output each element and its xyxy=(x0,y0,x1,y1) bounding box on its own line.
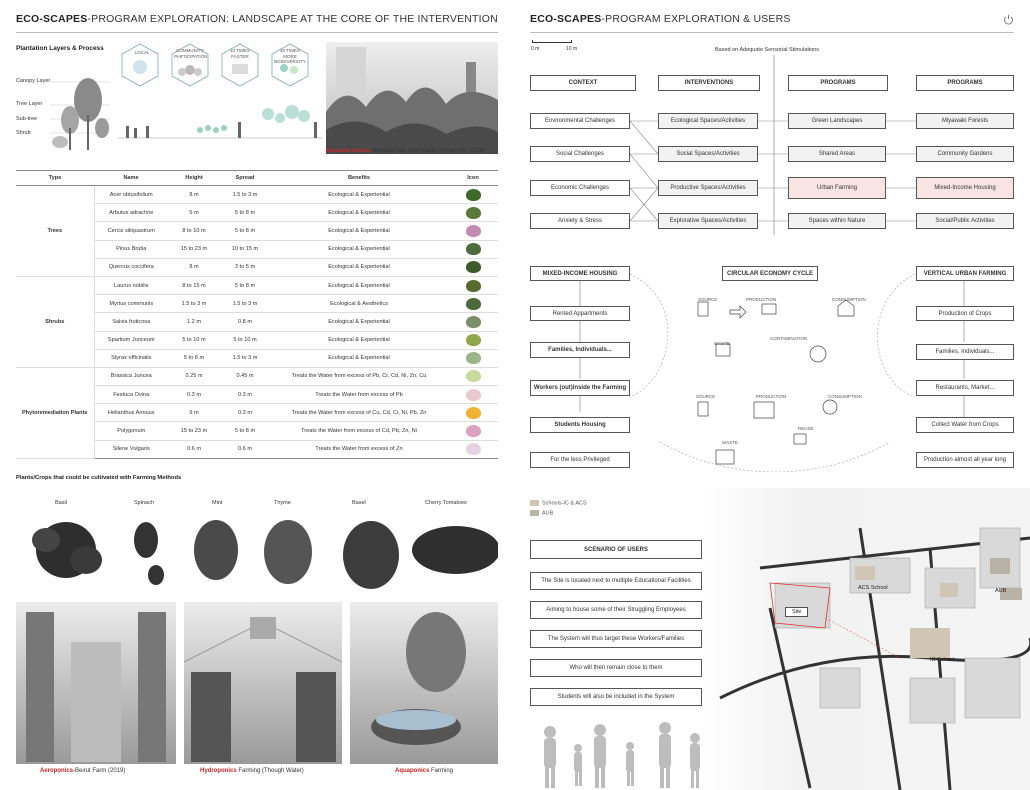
mixed-rented: Rented Appartments xyxy=(530,306,630,321)
table-cell: Styrax officinalis xyxy=(94,349,168,367)
polygonum-icon xyxy=(466,425,481,437)
cycle-source-1: SOURCE xyxy=(698,297,718,302)
myrtle-icon xyxy=(466,298,481,310)
table-cell: 1.5 to 3 m xyxy=(220,186,270,204)
process-label-biodiversity: 30 TIMES MORE BIODIVERSITY xyxy=(274,48,306,65)
left-page-title: ECO-SCAPES-PROGRAM EXPLORATION: LANDSCAPE AT THE CORE OF THE INTERVENTION xyxy=(16,13,498,25)
farming-label-aquaponics: Aquaponics Farming xyxy=(395,768,454,774)
table-cell: Ecological & Experiential xyxy=(270,240,448,258)
table-cell: Phytoremediation Plants xyxy=(16,367,94,458)
table-cell: Salvia fruticosa xyxy=(94,313,168,331)
table-cell: Ecological & Experiential xyxy=(270,349,448,367)
program-social-public: Social/Public Activities xyxy=(916,213,1014,229)
vertical-families: Families, Individuals... xyxy=(916,344,1014,360)
layer-tree: Tree Layer xyxy=(16,101,43,107)
scale-bar xyxy=(532,40,572,43)
table-cell: 5 to 8 m xyxy=(220,222,270,240)
table-cell: 5 to 10 m xyxy=(220,331,270,349)
table-cell: 5 to 8 m xyxy=(168,349,220,367)
tree-icon xyxy=(466,207,481,219)
table-cell: Ecological & Aesthetics xyxy=(270,295,448,313)
right-page-title: ECO-SCAPES-PROGRAM EXPLORATION & USERS xyxy=(530,13,791,25)
table-cell: 1.5 to 3 m xyxy=(220,349,270,367)
cycle-waste-1: WASTE xyxy=(714,341,730,346)
table-row xyxy=(16,367,498,385)
col-type: Type xyxy=(16,171,94,186)
table-cell: 5 to 8 m xyxy=(220,276,270,294)
crop-label-basel: Basel xyxy=(352,500,366,506)
table-cell: Ecological & Experiential xyxy=(270,276,448,294)
scenario-item: Who will then remain close to them xyxy=(530,659,702,677)
layer-trees-illustration xyxy=(50,60,110,155)
layer-canopy: Canopy Layer xyxy=(16,78,51,84)
table-cell: 8 to 10 m xyxy=(168,222,220,240)
site-map xyxy=(700,488,1030,790)
table-cell: 10 to 15 m xyxy=(220,240,270,258)
table-cell: 8 to 15 m xyxy=(168,276,220,294)
styrax-icon xyxy=(466,352,481,364)
table-cell: 8 m xyxy=(168,186,220,204)
table-cell: 0.3 m xyxy=(220,386,270,404)
miyawaki-caption: Miyawaki forests planted by the Other Dada, Beirut (Leb., 2019) xyxy=(326,148,485,154)
col-benefits: Benefits xyxy=(270,171,448,186)
crop-label-thyme: Thyme xyxy=(274,500,291,506)
farming-label-aeroponics: Aeroponics-Beirut Farm (2019) xyxy=(40,768,126,774)
layer-subtree: Sub-tree xyxy=(16,116,38,122)
table-cell: 0.6 m xyxy=(168,440,220,458)
col-icon: Icon xyxy=(448,171,498,186)
cycle-consumption-1: CONSUMPTION xyxy=(832,297,866,302)
table-cell: Ecological & Experiential xyxy=(270,204,448,222)
map-label-aub: AUB xyxy=(995,588,1007,594)
vertical-collect-water: Collect Water from Crops xyxy=(916,417,1014,433)
vertical-restaurants: Restaurants, Market... xyxy=(916,380,1014,396)
table-cell: 15 to 23 m xyxy=(168,422,220,440)
col-programs-2: PROGRAMS xyxy=(916,75,1014,91)
table-cell: 9 m xyxy=(168,404,220,422)
cycle-contamination: CONTAMINATION xyxy=(770,336,808,341)
vertical-production: Production of Crops xyxy=(916,306,1014,321)
scenario-item: Students will also be included in the System xyxy=(530,688,702,706)
crop-label-mint: Mint xyxy=(212,500,223,506)
program-community-gardens: Community Gardens xyxy=(916,146,1014,162)
table-cell: Treats the Water from excess of Pb xyxy=(270,386,448,404)
map-label-acs: ACS School xyxy=(858,585,888,591)
mixed-workers: Workers (out)inside the Farming xyxy=(530,380,630,396)
program-miyawaki: Miyawaki Forests xyxy=(916,113,1014,129)
table-cell: Treats the Water from excess of Cu, Cd, Cr, Ni, Pb, Zn xyxy=(270,404,448,422)
sage-icon xyxy=(466,316,481,328)
col-programs-1: PROGRAMS xyxy=(788,75,888,91)
scenario-item: The Site is located next to multiple Educational Facilities xyxy=(530,572,702,590)
table-cell: Arbutus adrachne xyxy=(94,204,168,222)
mixed-families: Families, Individuals... xyxy=(530,342,630,358)
table-cell: Helianthus Annuus xyxy=(94,404,168,422)
scenario-item: The System will thus target these Workers/Families xyxy=(530,630,702,648)
table-cell: 3 to 5 m xyxy=(220,258,270,276)
table-cell: Acer obtusifolium xyxy=(94,186,168,204)
intervention-productive: Productive Spaces/Activities xyxy=(658,180,758,196)
power-icon[interactable] xyxy=(1003,12,1014,23)
program-mixed-income: Mixed-Income Housing xyxy=(916,177,1014,199)
process-label-community: COMMUNITY PARTICIPATION xyxy=(174,48,208,59)
col-name: Name xyxy=(94,171,168,186)
mixed-less-privileged: For the less Privileged xyxy=(530,452,630,468)
col-context: CONTEXT xyxy=(530,75,636,91)
table-cell: 5 to 8 m xyxy=(220,204,270,222)
program-urban-farming: Urban Farming xyxy=(788,177,886,199)
laurel-icon xyxy=(466,280,481,292)
context-anxiety: Anxiety & Stress xyxy=(530,213,630,229)
table-cell: 8 m xyxy=(168,258,220,276)
silene-icon xyxy=(466,443,481,455)
table-cell: 5 to 10 m xyxy=(168,331,220,349)
table-cell: Spartium Junceum xyxy=(94,331,168,349)
cycle-waste-2: WASTE xyxy=(722,440,738,445)
crop-label-spinach: Spinach xyxy=(134,500,154,506)
process-growth-illustration xyxy=(118,100,323,155)
context-environmental: Environmental Challenges xyxy=(530,113,630,129)
table-header-row xyxy=(16,171,498,186)
table-cell: Ecological & Experiential xyxy=(270,186,448,204)
circular-heading: CIRCULAR ECONOMY CYCLE xyxy=(722,266,818,281)
intervention-explorative: Explorative Spaces/Activities xyxy=(658,213,758,229)
table-cell: Pinus Brutia xyxy=(94,240,168,258)
table-cell: Shrubs xyxy=(16,276,94,367)
plant-table xyxy=(16,170,498,459)
miyawaki-photo xyxy=(326,42,498,154)
table-cell: Ecological & Experiential xyxy=(270,331,448,349)
table-cell: Ecological & Experiential xyxy=(270,258,448,276)
table-cell: 1.5 to 3 m xyxy=(168,295,220,313)
crops-illustration xyxy=(16,510,498,600)
table-cell: Festuca Ovina xyxy=(94,386,168,404)
program-green-landscapes: Green Landscapes xyxy=(788,113,886,129)
table-cell: 0.45 m xyxy=(220,367,270,385)
redbud-icon xyxy=(466,225,481,237)
table-cell: 0.8 m xyxy=(220,313,270,331)
broom-icon xyxy=(466,334,481,346)
table-cell: Silene Vulgaris xyxy=(94,440,168,458)
intervention-ecological: Ecological Spaces/Activities xyxy=(658,113,758,129)
vertical-year-long: Production almost all year long xyxy=(916,452,1014,468)
col-height: Height xyxy=(168,171,220,186)
table-cell: 0.3 m xyxy=(168,386,220,404)
layer-shrub: Shrub xyxy=(16,130,31,136)
table-cell: 5 m xyxy=(168,204,220,222)
intervention-social: Social Spaces/Activities xyxy=(658,146,758,162)
col-spread: Spread xyxy=(220,171,270,186)
table-cell: 1.5 to 3 m xyxy=(220,295,270,313)
table-cell: Trees xyxy=(16,186,94,277)
table-cell: Ecological & Experiential xyxy=(270,313,448,331)
table-cell: Treats the Water from excess of Pb, Cr, Cd, Ni, Zn, Cu xyxy=(270,367,448,385)
legend-aub: AUB xyxy=(530,510,553,516)
scenario-heading: SCENARIO OF USERS xyxy=(530,540,702,559)
mixed-students: Students Housing xyxy=(530,417,630,433)
cycle-connectors xyxy=(530,262,1014,472)
farming-label-hydroponics: Hydroponics Farming (Though Water) xyxy=(200,768,304,774)
process-label-local: LOCAL xyxy=(134,50,150,55)
pine-icon xyxy=(466,243,481,255)
scale-label-10: 10 m xyxy=(566,46,578,52)
table-row xyxy=(16,186,498,204)
mixed-income-heading: MIXED-INCOME HOUSING xyxy=(530,266,630,281)
oak-icon xyxy=(466,261,481,273)
cycle-reuse: REUSE xyxy=(798,426,814,431)
cycle-consumption-2: CONSUMPTION xyxy=(828,394,862,399)
context-economic: Economic Challenges xyxy=(530,180,630,196)
program-spaces-nature: Spaces within Nature xyxy=(788,213,886,229)
table-cell: Quercus coccifera xyxy=(94,258,168,276)
people-silhouettes xyxy=(530,718,730,790)
table-cell: Cercis siliquastrum xyxy=(94,222,168,240)
farming-photos xyxy=(16,602,498,764)
col-interventions: INTERVENTIONS xyxy=(658,75,760,91)
mustard-icon xyxy=(466,370,481,382)
table-cell: Brassica Juncea xyxy=(94,367,168,385)
process-label-faster: 10 TIMES FASTER xyxy=(230,48,250,59)
scenario-item: Aiming to house some of their Struggling Employees xyxy=(530,601,702,619)
vertical-heading: VERTICAL URBAN FARMING xyxy=(916,266,1014,281)
table-cell: 0.25 m xyxy=(168,367,220,385)
fescue-icon xyxy=(466,389,481,401)
crops-heading: Plants/Crops that could be cultivated with Farming Methods xyxy=(16,475,182,481)
tree-icon xyxy=(466,189,481,201)
table-cell: 5 to 8 m xyxy=(220,422,270,440)
map-label-site: Site xyxy=(785,607,808,617)
table-cell: Treats the Water from excess of Cd, Pb, Zn, Ni xyxy=(270,422,448,440)
scale-label-0: 0 m xyxy=(531,46,540,52)
table-cell: Polygonum xyxy=(94,422,168,440)
table-cell: 15 to 23 m xyxy=(168,240,220,258)
program-shared-areas: Shared Areas xyxy=(788,146,886,162)
crop-label-basil: Basil xyxy=(55,500,67,506)
sunflower-icon xyxy=(466,407,481,419)
table-row xyxy=(16,276,498,294)
cycle-production-1: PRODUCTION xyxy=(746,297,777,302)
table-cell: 0.3 m xyxy=(220,404,270,422)
stimulation-note: Based on Adequate Sensorial Stimulations xyxy=(715,47,819,53)
table-cell: Treats the Water from excess of Zn xyxy=(270,440,448,458)
crop-label-cherry-tomatoes: Cherry Tomatoes xyxy=(425,500,467,506)
cycle-production-2: PRODUCTION xyxy=(756,394,787,399)
table-cell: 1.2 m xyxy=(168,313,220,331)
table-cell: Ecological & Experiential xyxy=(270,222,448,240)
cycle-source-2: SOURCE xyxy=(696,394,716,399)
table-cell: 0.6 m xyxy=(220,440,270,458)
map-label-ic: IC School xyxy=(930,657,954,663)
table-cell: Myrtus communis xyxy=(94,295,168,313)
context-social: Social Challenges xyxy=(530,146,630,162)
plantation-heading: Plantation Layers & Process xyxy=(16,45,104,52)
table-cell: Laurus nobilis xyxy=(94,276,168,294)
legend-schools: Schools-IC & ACS xyxy=(530,500,587,506)
